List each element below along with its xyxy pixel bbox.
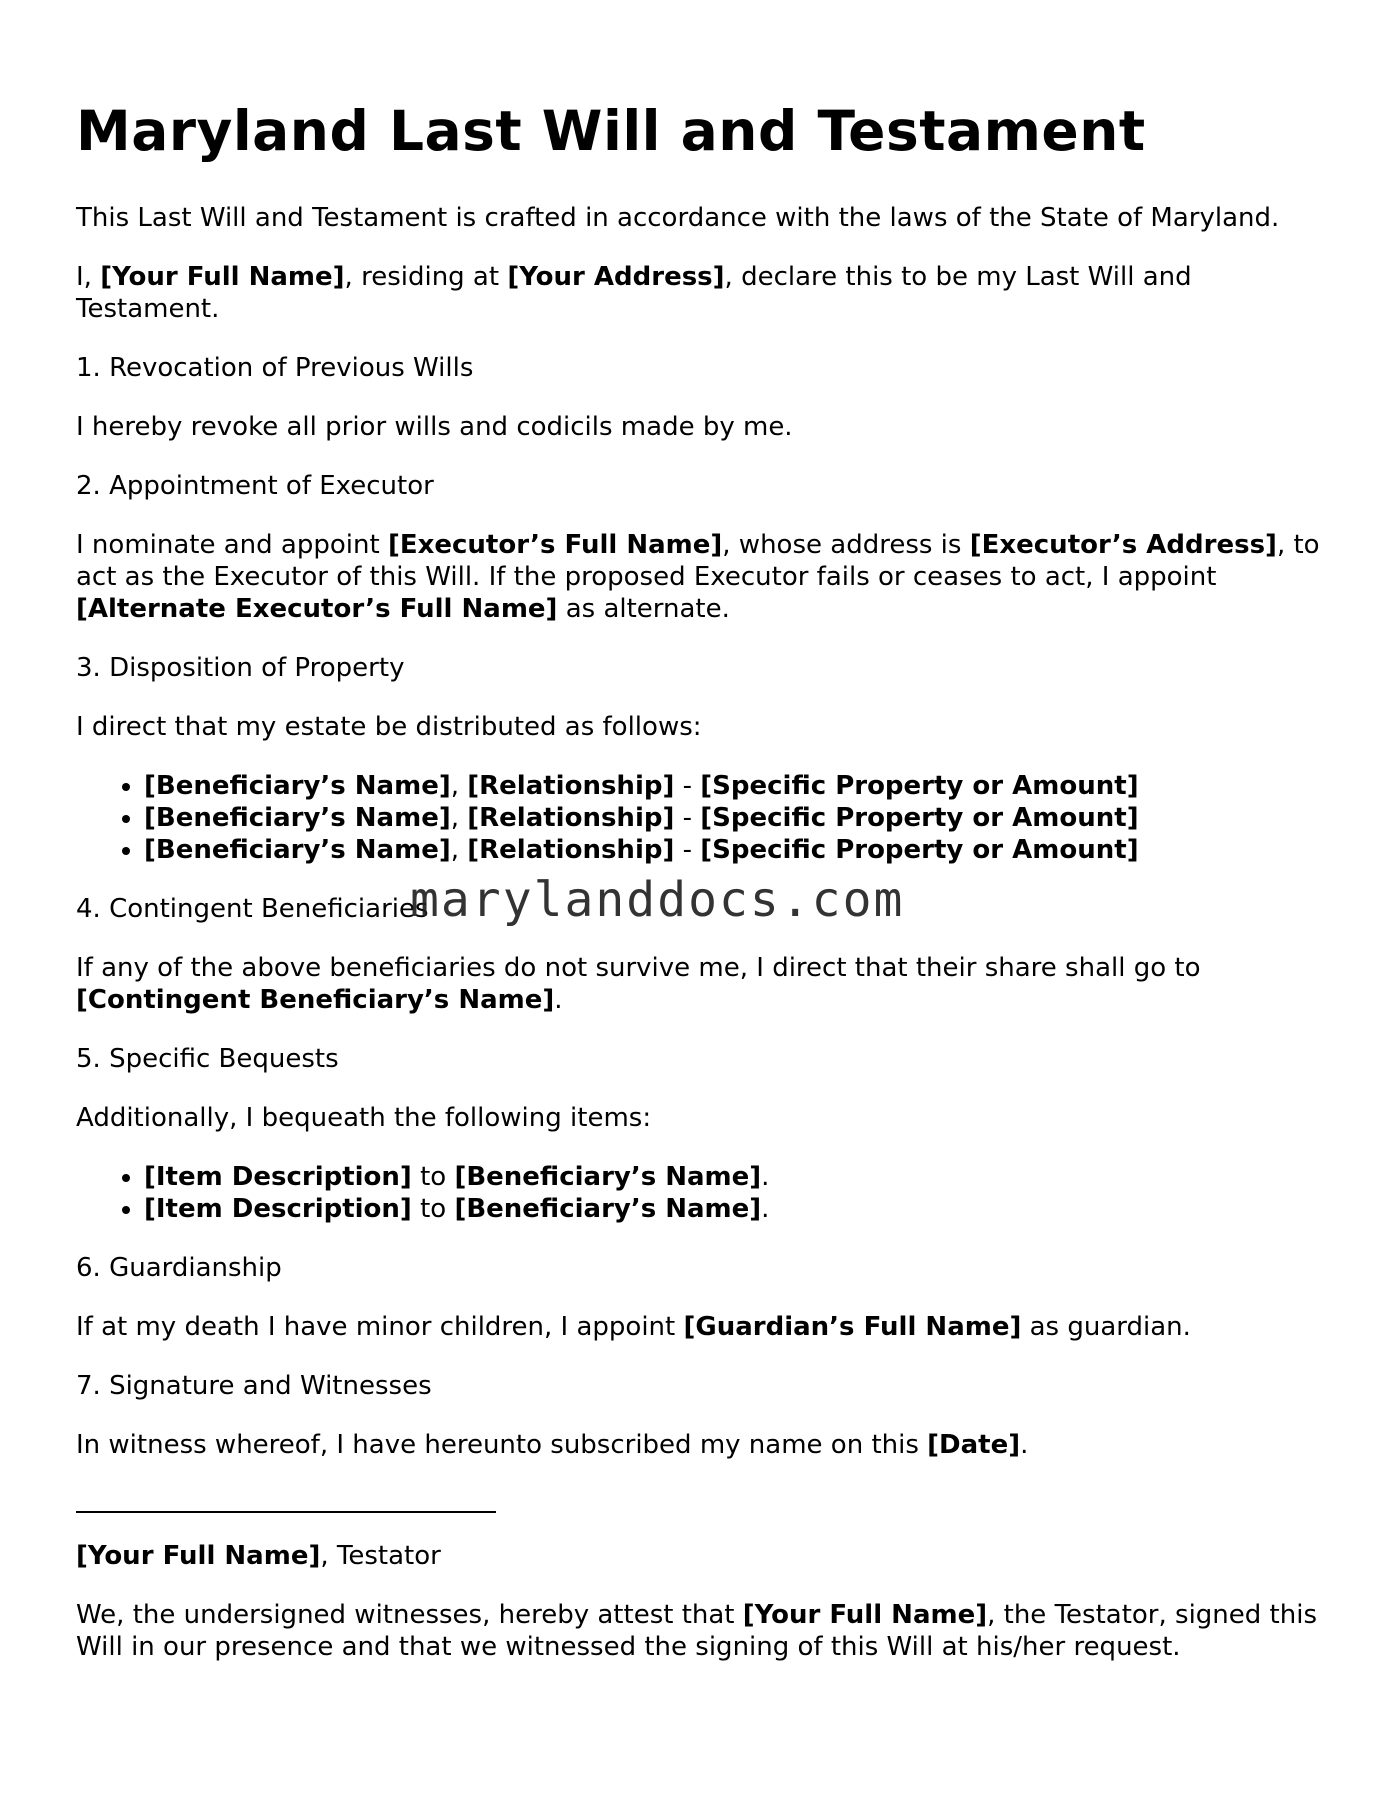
guardian-name-field: [Guardian’s Full Name] [683,1312,1022,1342]
section-7-text: In witness whereof, I have hereunto subscribed my name on this [Date]. [76,1430,1029,1460]
document-page [76,95,1326,1690]
beneficiary-list [76,770,1326,866]
testator-signature-label: [Your Full Name], Testator [76,1541,441,1571]
watermark: marylanddocs.com [410,872,905,928]
witness-attestation: We, the undersigned witnesses, hereby attest that [Your Full Name], the Testator, signed this Will in our presence and that we witnessed the signing of this Will at his/her request. [76,1600,1317,1662]
testator-address-field: [Your Address] [507,262,725,292]
list-item: • [Item Description] to [Beneficiary’s Name]. [144,1193,1326,1225]
section-6-text: If at my death I have minor children, I appoint [Guardian’s Full Name] as guardian. [76,1312,1191,1342]
declaration-paragraph: I, [Your Full Name], residing at [Your Address], declare this to be my Last Will and Testament. [76,262,1192,324]
section-3-heading: 3. Disposition of Property [76,653,405,683]
bequest-list [76,1161,1326,1225]
section-2-text: I nominate and appoint [Executor’s Full Name], whose address is [Executor’s Address], to act as the Executor of this Will. If the proposed Executor fails or ceases to act, I appoint [Alternate Executor’s Full Name] as alternate. [76,530,1320,624]
executor-name-field: [Executor’s Full Name] [387,530,723,560]
section-6-heading: 6. Guardianship [76,1253,282,1283]
list-item: • [Beneficiary’s Name], [Relationship] - [Specific Property or Amount] [144,834,1326,866]
section-5-heading: 5. Specific Bequests [76,1044,339,1074]
section-5-text: Additionally, I bequeath the following items: [76,1103,652,1133]
list-item: • [Item Description] to [Beneficiary’s Name]. [144,1161,1326,1193]
list-item: • [Beneficiary’s Name], [Relationship] - [Specific Property or Amount] [144,802,1326,834]
section-3-text: I direct that my estate be distributed as follows: [76,712,702,742]
testator-name-field: [Your Full Name] [100,262,345,292]
section-4-heading: 4. Contingent Beneficiaries [76,894,429,924]
executor-address-field: [Executor’s Address] [969,530,1277,560]
section-4-text: If any of the above beneficiaries do not survive me, I direct that their share shall go to [Contingent Beneficiary’s Name]. [76,953,1201,1015]
alternate-executor-field: [Alternate Executor’s Full Name] [76,594,558,624]
date-field: [Date] [927,1430,1021,1460]
document-title: Maryland Last Will and Testament [76,99,1146,163]
section-1-text: I hereby revoke all prior wills and codicils made by me. [76,412,793,442]
section-2-heading: 2. Appointment of Executor [76,471,434,501]
contingent-beneficiary-field: [Contingent Beneficiary’s Name] [76,985,555,1015]
signature-line [76,1511,496,1513]
intro-paragraph: This Last Will and Testament is crafted in accordance with the laws of the State of Maryland. [76,203,1280,233]
section-7-heading: 7. Signature and Witnesses [76,1371,432,1401]
section-1-heading: 1. Revocation of Previous Wills [76,353,474,383]
list-item: • [Beneficiary’s Name], [Relationship] - [Specific Property or Amount] [144,770,1326,802]
